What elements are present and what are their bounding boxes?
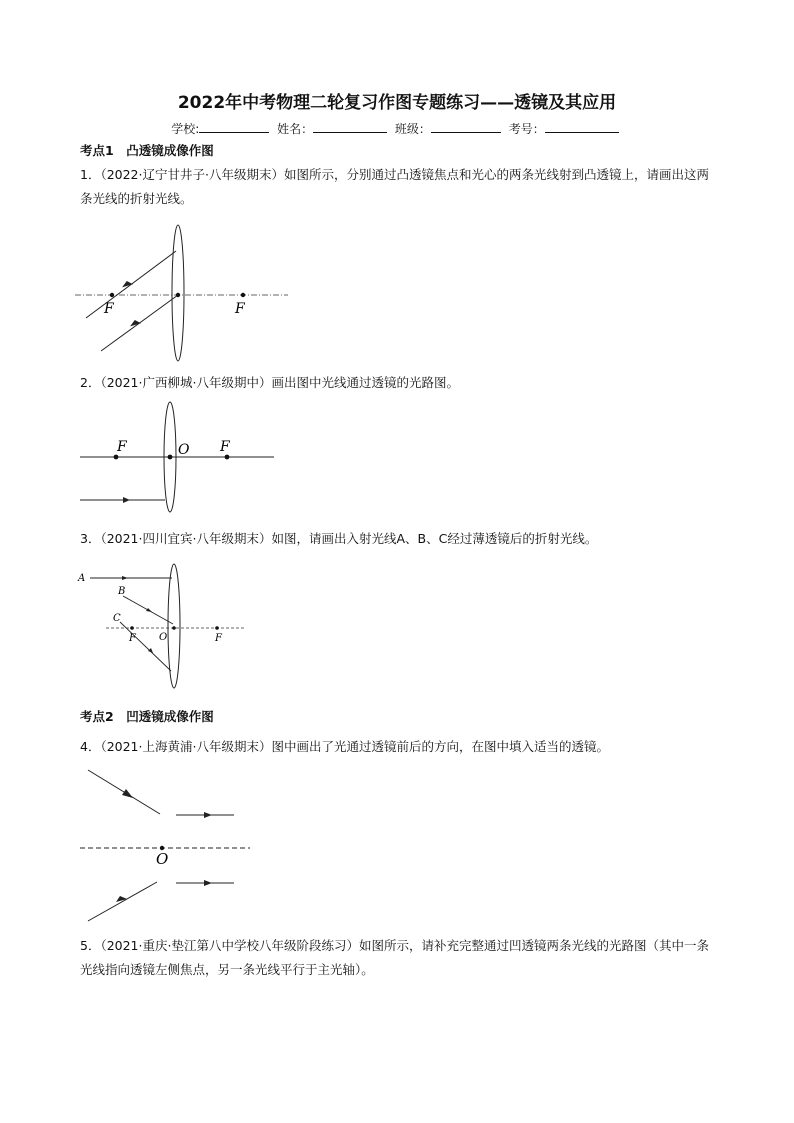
question-4: 4．（2021·上海黄浦·八年级期末）图中画出了光通过透镜前后的方向，在图中填入适当的透镜。 [80,739,609,754]
page-title: 2022年中考物理二轮复习作图专题练习——透镜及其应用 [177,93,617,113]
question-1: 1．（2022·辽宁甘井子·八年级期末）如图所示，分别通过凸透镜焦点和光心的两条光线射到凸透镜上，请画出这两条光线的折射光线。 [80,167,709,206]
incoming-ray-bottom [88,882,157,921]
section-heading-2: 考点2 凹透镜成像作图 [80,709,214,724]
focus-label-left: F [117,439,127,455]
arrow-icon [204,812,212,818]
class-label: 班级： [394,122,431,136]
question-3: 3．（2021·四川宜宾·八年级期末）如图，请画出入射光线A、B、C经过薄透镜后的折射光线。 [80,531,598,546]
arrow-icon [204,880,212,886]
focus-label-right: F [235,301,245,317]
section-heading-1: 考点1 凸透镜成像作图 [80,143,214,158]
exam-no-label: 考号： [508,122,545,136]
focus-label-right: F [215,633,222,644]
arrow-icon [122,789,133,798]
question-5: 5．（2021·重庆·垫江第八中学校八年级阶段练习）如图所示，请补充完整通过凹透镜两条光线的光路图（其中一条光线指向透镜左侧焦点，另一条光线平行于主光轴）。 [80,938,709,977]
ray-label-b: B [118,586,126,597]
ray-label-c: C [113,613,121,624]
center-label: O [178,442,190,458]
focus-label-left: F [104,301,114,317]
focus-label-left: F [129,633,136,644]
focus-label-right: F [220,439,230,455]
center-label: O [159,632,168,643]
ray-label-a: A [78,573,86,584]
arrow-icon [116,896,127,902]
school-label: 学校: [171,122,200,136]
center-label: O [156,850,169,868]
name-label: 姓名： [277,122,314,136]
question-2: 2．（2021·广西柳城·八年级期中）画出图中光线通过透镜的光路图。 [80,375,459,390]
